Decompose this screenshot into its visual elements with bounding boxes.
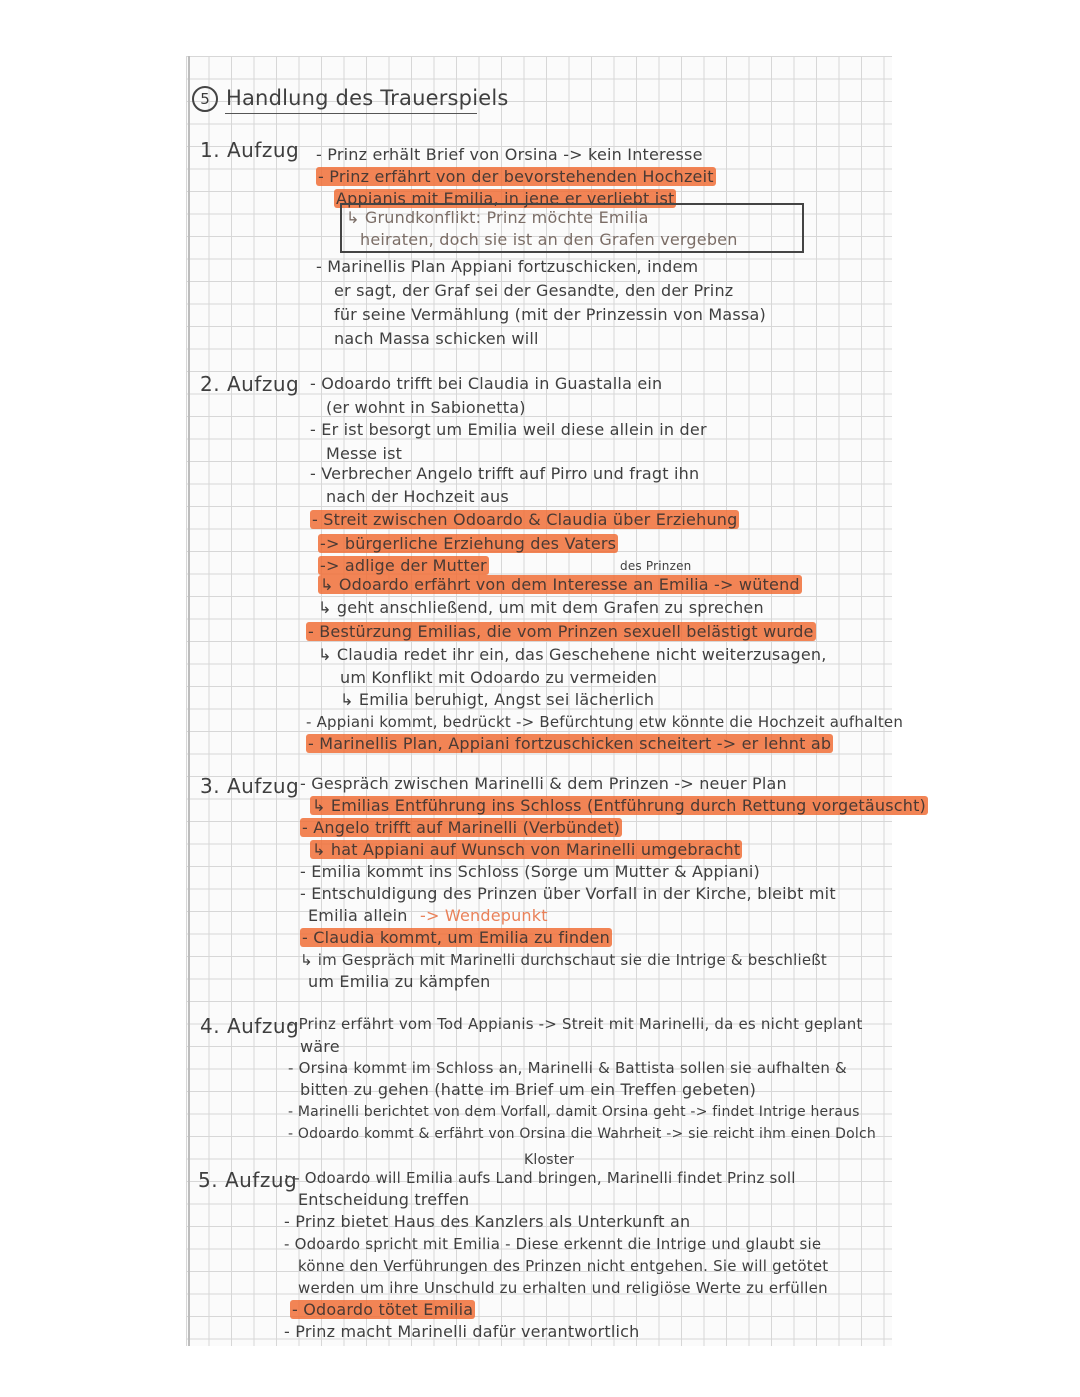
note-line: - Angelo trifft auf Marinelli (Verbündet) (302, 818, 621, 837)
note-line: -> adlige der Mutter (320, 556, 487, 575)
note-line: - Odoardo trifft bei Claudia in Guastalla ein (310, 374, 663, 393)
note-line: - Prinz erfährt von der bevorstehenden Hochzeit (318, 167, 714, 186)
note-line: werden um ihre Unschuld zu erhalten und religiöse Werte zu erfüllen (298, 1279, 828, 1297)
note-line: um Emilia zu kämpfen (308, 972, 491, 991)
note-line: - Prinz erfährt vom Tod Appianis -> Streit mit Marinelli, da es nicht geplant (288, 1015, 863, 1033)
title-underline (225, 113, 477, 114)
note-line: - Emilia kommt ins Schloss (Sorge um Mutter & Appiani) (300, 862, 760, 881)
note-line: - Streit zwischen Odoardo & Claudia über Erziehung (312, 510, 738, 529)
note-line: - Marinellis Plan, Appiani fortzuschicken scheitert -> er lehnt ab (308, 734, 832, 753)
note-line: ↳ Emilias Entführung ins Schloss (Entführung durch Rettung vorgetäuscht) (312, 796, 926, 815)
note-line: Appianis mit Emilia, in jene er verliebt ist (336, 189, 675, 208)
note-line: - Marinelli berichtet von dem Vorfall, damit Orsina geht -> findet Intrige heraus (288, 1104, 860, 1120)
note-line: ↳ Emilia beruhigt, Angst sei lächerlich (340, 690, 655, 709)
note-line: - Er ist besorgt um Emilia weil diese allein in der (310, 420, 707, 439)
note-line: - Orsina kommt im Schloss an, Marinelli & Battista sollen sie aufhalten & (288, 1059, 847, 1077)
note-line: - Prinz bietet Haus des Kanzlers als Unterkunft an (284, 1212, 691, 1231)
note-line: könne den Verführungen des Prinzen nicht entgehen. Sie will getötet (298, 1257, 829, 1275)
note-line: ↳ hat Appiani auf Wunsch von Marinelli umgebracht (312, 840, 741, 859)
note-line: ↳ Odoardo erfährt von dem Interesse an Emilia -> wütend (320, 575, 800, 594)
note-line: wäre (300, 1037, 340, 1056)
note-line: er sagt, der Graf sei der Gesandte, den der Prinz (334, 281, 734, 300)
page-title: Handlung des Trauerspiels (226, 86, 509, 110)
note-line: (er wohnt in Sabionetta) (326, 398, 526, 417)
note-line: um Konflikt mit Odoardo zu vermeiden (340, 668, 658, 687)
note-line: -> bürgerliche Erziehung des Vaters (320, 534, 617, 553)
note-line: heiraten, doch sie ist an den Grafen vergeben (360, 230, 738, 249)
note-line: - Verbrecher Angelo trifft auf Pirro und fragt ihn (310, 464, 700, 483)
act-heading: 2. Aufzug (200, 372, 300, 396)
note-line: ↳ geht anschließend, um mit dem Grafen zu sprechen (318, 598, 764, 617)
note-line: - Odoardo tötet Emilia (292, 1300, 474, 1319)
note-line: - Marinellis Plan Appiani fortzuschicken, indem (316, 257, 699, 276)
note-line: - Bestürzung Emilias, die vom Prinzen sexuell belästigt wurde (308, 622, 814, 641)
act-heading: 1. Aufzug (200, 138, 300, 162)
note-line: bitten zu gehen (hatte im Brief um ein Treffen gebeten) (300, 1080, 757, 1099)
note-line: Messe ist (326, 444, 403, 463)
note-line: ↳ Grundkonflikt: Prinz möchte Emilia (346, 208, 649, 227)
note-line: : - Odoardo will Emilia aufs Land bringen, Marinelli findet Prinz soll (284, 1169, 796, 1187)
note-line: - Claudia kommt, um Emilia zu finden (302, 928, 610, 947)
act-heading: 3. Aufzug (200, 774, 300, 798)
note-line: - Appiani kommt, bedrückt -> Befürchtung etw könnte die Hochzeit aufhalten (306, 713, 904, 731)
note-line: nach Massa schicken will (334, 329, 539, 348)
note-line: Entscheidung treffen (298, 1190, 470, 1209)
note-line: - Gespräch zwischen Marinelli & dem Prinzen -> neuer Plan (300, 774, 787, 793)
note-line: für seine Vermählung (mit der Prinzessin von Massa) (334, 305, 766, 324)
note-line: nach der Hochzeit aus (326, 487, 509, 506)
note-line: - Prinz erhält Brief von Orsina -> kein Interesse (316, 145, 703, 164)
note-annotation: Kloster (524, 1152, 575, 1168)
act-heading: 4. Aufzug (200, 1014, 300, 1038)
note-annotation: des Prinzen (620, 559, 692, 573)
turning-point-label: -> Wendepunkt (420, 906, 548, 925)
note-line: ↳ Claudia redet ihr ein, das Geschehene nicht weiterzusagen, (318, 645, 827, 664)
act-heading: 5. Aufzug (198, 1168, 298, 1192)
note-line: - Odoardo spricht mit Emilia - Diese erkennt die Intrige und glaubt sie (284, 1235, 822, 1253)
note-line: ↳ im Gespräch mit Marinelli durchschaut sie die Intrige & beschließt (300, 951, 827, 969)
note-line: - Odoardo kommt & erfährt von Orsina die Wahrheit -> sie reicht ihm einen Dolch (288, 1126, 876, 1142)
note-line: - Prinz macht Marinelli dafür verantwortlich (284, 1322, 640, 1341)
note-line: - Entschuldigung des Prinzen über Vorfall in der Kirche, bleibt mit (300, 884, 836, 903)
section-number-badge: 5 (192, 86, 218, 112)
note-line: Emilia allein (308, 906, 408, 925)
margin-line (188, 56, 190, 1346)
